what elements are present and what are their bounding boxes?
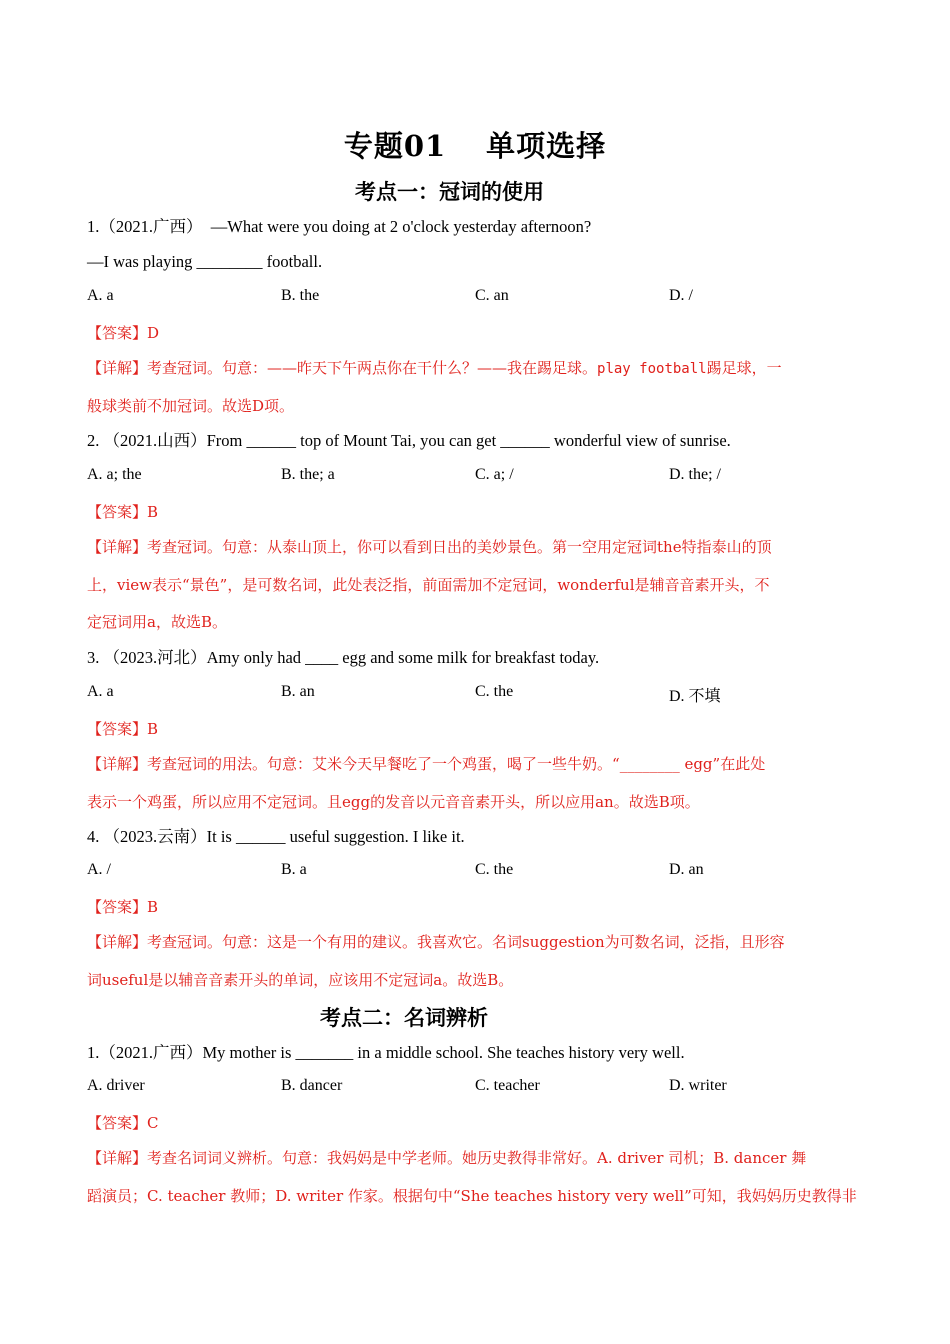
question-stem: 3. （2023.河北）Amy only had ____ egg and some milk for breakfast today. xyxy=(87,648,600,667)
question-source: 1.（2021.广西） xyxy=(87,217,203,236)
option-b: B. the; a xyxy=(281,466,335,483)
option-c: C. the xyxy=(475,861,514,878)
page-title xyxy=(0,124,950,165)
option-c: C. teacher xyxy=(475,1077,540,1094)
option-c: C. a; / xyxy=(475,466,514,483)
explanation xyxy=(87,753,765,775)
option-d: D. 不填 xyxy=(669,688,721,705)
explanation-2: 般球类前不加冠词。故选D项。 xyxy=(87,397,295,415)
explanation-text: 【详解】考查冠词的用法。句意：艾米今天早餐吃了一个鸡蛋，喝了一些牛奶。“ xyxy=(87,755,620,773)
section-heading: 考点一：冠词的使用 xyxy=(355,179,544,204)
explanation xyxy=(87,357,782,380)
option-d: D. writer xyxy=(669,1077,727,1094)
question-stem xyxy=(87,216,591,238)
explanation-2: 上，view表示“景色”，是可数名词，此处表泛指，前面需加不定冠词，wonderful是辅音音素开头，不 xyxy=(87,576,770,594)
title-topic: 专题01 xyxy=(343,129,447,163)
question-stem: 2. （2021.山西）From ______ top of Mount Tai, you can get ______ wonderful view of sunrise. xyxy=(87,431,731,450)
option-b: B. a xyxy=(281,861,307,878)
option-a: A. driver xyxy=(87,1077,145,1094)
question-text: —What were you doing at 2 o'clock yesterday afternoon? xyxy=(210,217,592,236)
explanation: 【详解】考查冠词。句意：这是一个有用的建议。我喜欢它。名词suggestion为可数名词，泛指，且形容 xyxy=(87,933,785,951)
explanation-2: 表示一个鸡蛋，所以应用不定冠词。且egg的发音以元音音素开头，所以应用an。故选B项。 xyxy=(87,793,700,811)
title-subject: 单项选择 xyxy=(486,129,607,163)
option-a: A. a; the xyxy=(87,466,142,483)
explanation: 【详解】考查名词词义辨析。句意：我妈妈是中学老师。她历史教得非常好。A. driver 司机；B. dancer 舞 xyxy=(87,1149,807,1167)
option-d: D. the; / xyxy=(669,466,721,483)
answer: 【答案】B xyxy=(87,720,159,738)
explanation-2: 蹈演员；C. teacher 教师；D. writer 作家。根据句中“She teaches history very well”可知，我妈妈历史教得非 xyxy=(87,1187,857,1205)
option-a: A. a xyxy=(87,683,114,700)
option-a: A. a xyxy=(87,287,114,304)
option-d: D. an xyxy=(669,861,704,878)
explanation-text-2: 踢足球，一 xyxy=(706,359,782,377)
option-c: C. the xyxy=(475,683,514,700)
section-heading: 考点二：名词辨析 xyxy=(320,1005,488,1030)
explanation: 【详解】考查冠词。句意：从泰山顶上，你可以看到日出的美妙景色。第一空用定冠词the特指泰山的顶 xyxy=(87,538,772,556)
explanation-3: 定冠词用a，故选B。 xyxy=(87,613,227,631)
answer: 【答案】B xyxy=(87,898,159,916)
answer: 【答案】B xyxy=(87,503,159,521)
answer: 【答案】C xyxy=(87,1114,159,1132)
answer: 【答案】D xyxy=(87,324,160,342)
question-stem: 1.（2021.广西）My mother is _______ in a middle school. She teaches history very well. xyxy=(87,1043,685,1062)
option-b: B. the xyxy=(281,287,320,304)
option-c: C. an xyxy=(475,287,509,304)
explanation-2: 词useful是以辅音音素开头的单词，应该用不定冠词a。故选B。 xyxy=(87,971,514,989)
explanation-blank: ________ xyxy=(619,755,680,773)
question-stem-2: —I was playing ________ football. xyxy=(87,252,323,271)
explanation-term: play football xyxy=(597,361,707,377)
explanation-text: 【详解】考查冠词。句意：——昨天下午两点你在干什么？——我在踢足球。 xyxy=(87,359,598,377)
option-b: B. an xyxy=(281,683,315,700)
option-a: A. / xyxy=(87,861,111,878)
explanation-text-2: egg”在此处 xyxy=(679,755,766,773)
question-stem: 4. （2023.云南）It is ______ useful suggestion. I like it. xyxy=(87,827,465,846)
option-b: B. dancer xyxy=(281,1077,343,1094)
option-d: D. / xyxy=(669,287,693,304)
